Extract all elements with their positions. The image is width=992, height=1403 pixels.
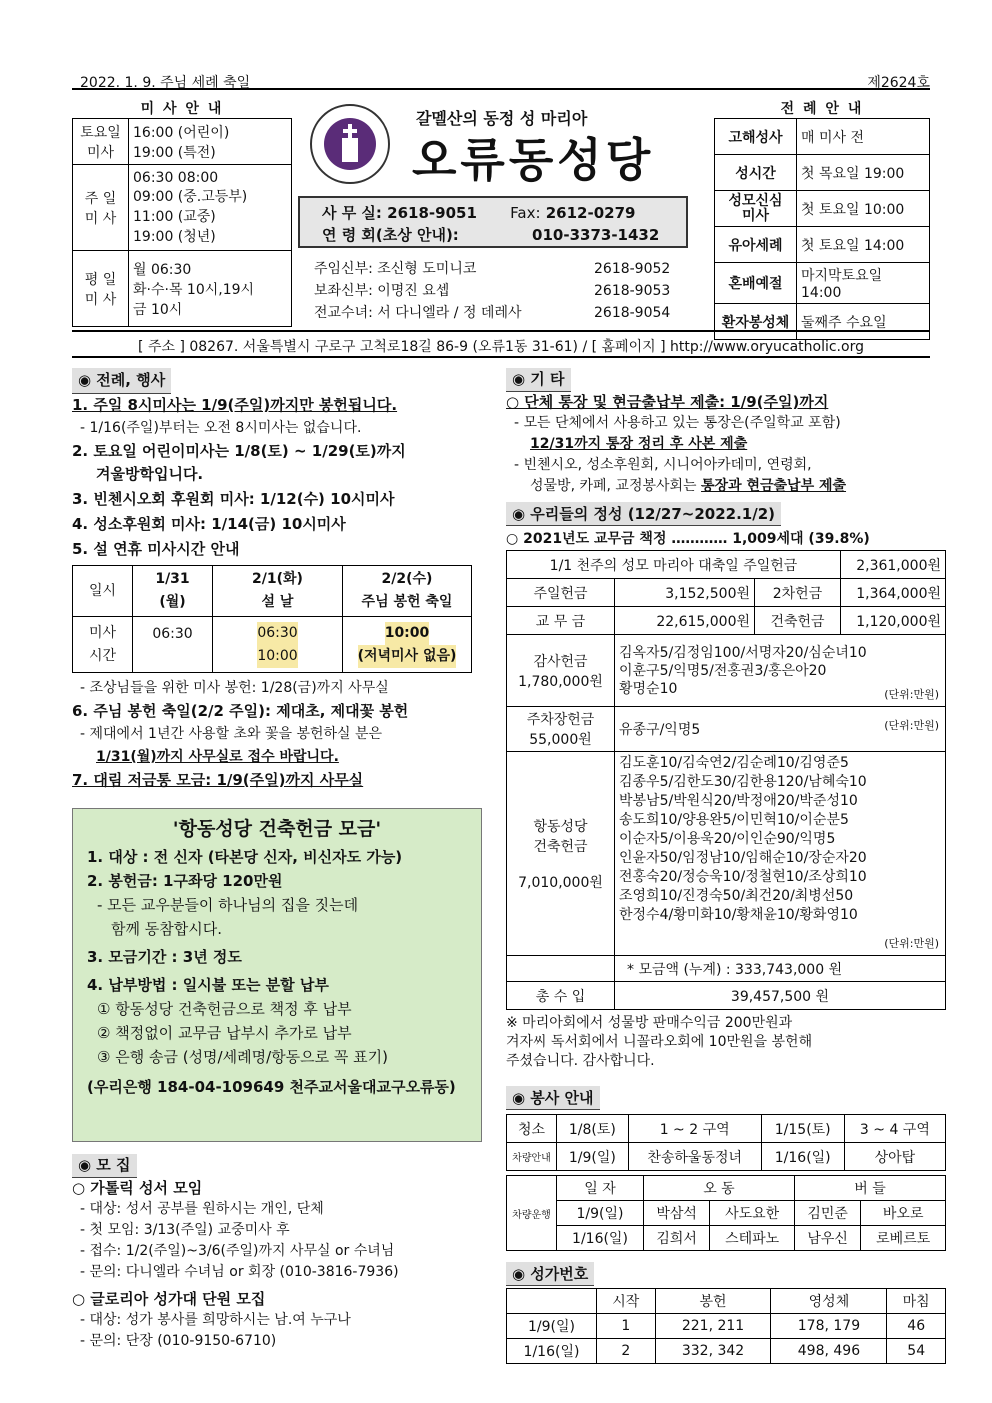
donor-list: 김옥자5/김정임100/서명자20/심순녀10 이훈구5/익명5/전홍권3/홍은아20 황명순10	[619, 644, 867, 697]
offering-amount: 1,120,000원	[841, 607, 946, 635]
events-title: ◉ 전례, 행사	[72, 368, 171, 394]
mass-time: 19:00 (특전)	[133, 144, 216, 161]
holiday-time: 10:00	[257, 645, 297, 668]
issue-number: 제2624호	[867, 75, 930, 91]
offering-label: 건축헌금	[755, 607, 841, 635]
holiday-time: 06:30	[257, 622, 297, 645]
service-cell: 상아탑	[844, 1143, 945, 1171]
offering-label: 총 수 입	[507, 982, 615, 1010]
service-title: ◉ 봉사 안내	[506, 1086, 600, 1110]
holiday-head: 일시	[73, 566, 133, 617]
holiday-label: 미사 시간	[73, 617, 133, 673]
mass-time: 금 10시	[133, 301, 183, 318]
event-item: 1. 주일 8시미사는 1/9(주일)까지만 봉헌됩니다.	[72, 396, 398, 414]
driver-head: 일 자	[557, 1176, 644, 1201]
recruit-item: ○ 가톨릭 성서 모임	[72, 1179, 203, 1197]
top-bar	[72, 72, 930, 90]
driver-head: 오 동	[643, 1176, 794, 1201]
building-sub: ② 책정없이 교무금 납부시 추가로 납부	[97, 1024, 352, 1042]
building-sub: ① 항동성당 건축헌금으로 책정 후 납부	[97, 1000, 352, 1018]
mass-schedule	[72, 98, 292, 327]
liturgy-value: 매 미사 전	[797, 119, 930, 155]
building-sub: - 모든 교우분들이 하나님의 집을 짓는데	[97, 896, 359, 914]
driver-cell: 박삼석	[643, 1201, 709, 1226]
mass-time: 09:00 (중.고등부)	[133, 188, 248, 205]
service-section	[506, 1086, 946, 1251]
holiday-head: 1/31 (월)	[133, 566, 213, 617]
hymn-section	[506, 1262, 946, 1364]
liturgy-value: 첫 목요일 19:00	[797, 155, 930, 191]
etc-title: ◉ 기 타	[506, 368, 571, 392]
offering-table	[506, 550, 946, 1010]
events-section	[72, 368, 492, 792]
unit-note: (단위:만원)	[884, 937, 939, 950]
total-income: 39,457,500 원	[615, 982, 946, 1010]
hymn-cell: 46	[887, 1314, 946, 1339]
offering-title: ◉ 우리들의 정성 (12/27~2022.1/2)	[506, 502, 781, 526]
mass-time: 화·수·목 10시,19시	[133, 281, 255, 298]
recruit-item: ○ 글로리아 성가대 단원 모집	[72, 1290, 266, 1308]
offering-amount: 1,364,000원	[841, 579, 946, 607]
issue-date: 2022. 1. 9. 주님 세례 축일	[80, 75, 251, 91]
recruit-sub: - 대상: 성가 봉사를 희망하시는 남.여 누구나	[80, 1312, 351, 1328]
offering-amount: 2,361,000원	[841, 551, 946, 579]
building-item: 1. 대상 : 전 신자 (타본당 신자, 비신자도 가능)	[87, 848, 403, 866]
unit-note: (단위:만원)	[884, 719, 939, 732]
sun-label: 주 일 미 사	[73, 165, 129, 251]
hymn-head: 봉헌	[655, 1289, 771, 1314]
building-title: '항동성당 건축헌금 모금'	[172, 818, 382, 840]
liturgy-key: 환자봉성체	[715, 304, 797, 340]
etc-section	[506, 368, 946, 497]
building-item: 4. 납부방법 : 일시불 또는 분할 납부	[87, 976, 329, 994]
staff-role: 주임신부: 조신형 도미니코	[314, 261, 477, 277]
staff-phone: 2618-9053	[594, 283, 671, 299]
hymn-cell: 2	[597, 1339, 656, 1364]
mass-time: 06:30 08:00	[133, 169, 219, 186]
holiday-head: 2/2(수) 주님 봉헌 축일	[343, 566, 472, 617]
parish-subtitle: 갈멜산의 동정 성 마리아	[416, 109, 588, 128]
building-item: 3. 모금기간 : 3년 정도	[87, 948, 242, 966]
liturgy-value: 둘째주 수요일	[797, 304, 930, 340]
union-label: 연 령 회(초상 안내):	[322, 226, 459, 244]
offering-sub: ○ 2021년도 교무금 책정 ………… 1,009세대 (39.8%)	[506, 531, 870, 547]
etc-sub: - 빈첸시오, 성소후원회, 시니어아카데미, 연령회,	[514, 457, 812, 473]
recruit-title: ◉ 모 집	[72, 1154, 137, 1178]
hymn-cell: 332, 342	[655, 1339, 771, 1364]
hymn-cell: 54	[887, 1339, 946, 1364]
service-cell: 3 ~ 4 구역	[844, 1115, 945, 1143]
service-cell: 1/15(토)	[761, 1115, 844, 1143]
liturgy-schedule	[714, 98, 930, 340]
event-sub: 1/31(월)까지 사무실로 접수 바랍니다.	[96, 749, 339, 765]
parish-logo	[310, 104, 390, 184]
recruit-sub: - 첫 모임: 3/13(주일) 교중미사 후	[80, 1222, 290, 1238]
offering-amount: 3,152,500원	[615, 579, 755, 607]
liturgy-title: 전 례 안 내	[780, 101, 864, 117]
staff-phone: 2618-9054	[594, 305, 671, 321]
office-label: 사 무 실:	[322, 204, 382, 222]
recruit-sub: - 문의: 다니엘라 수녀님 or 회장 (010-3816-7936)	[80, 1264, 399, 1280]
hymn-head: 영성체	[771, 1289, 887, 1314]
event-sub: - 제대에서 1년간 사용할 초와 꽃을 봉헌하실 분은	[80, 726, 383, 742]
driver-head: 버 들	[794, 1176, 945, 1201]
driver-cell: 로베르토	[861, 1226, 946, 1251]
address-bar: [ 주소 ] 08267. 서울특별시 구로구 고척로18길 86-9 (오류1동 31-61) / [ 홈페이지 ] http://www.oryucatholic.org	[72, 330, 930, 358]
etc-emphasis: 통장과 현금출납부 제출	[701, 478, 847, 494]
holiday-time: (저녁미사 없음)	[358, 645, 457, 668]
driver-cell: 바오로	[861, 1201, 946, 1226]
hymn-cell: 178, 179	[771, 1314, 887, 1339]
building-sub: 함께 동참합시다.	[111, 920, 222, 938]
offering-label: 2차헌금	[755, 579, 841, 607]
service-table	[506, 1114, 946, 1171]
office-contact-box	[298, 196, 688, 248]
holiday-time: 10:00	[385, 622, 430, 645]
offering-section	[506, 502, 946, 1071]
staff-role: 전교수녀: 서 다니엘라 / 정 데레사	[314, 305, 522, 321]
hymn-title: ◉ 성가번호	[506, 1262, 594, 1286]
liturgy-value: 첫 토요일 14:00	[797, 227, 930, 263]
staff-list	[314, 258, 670, 324]
driver-label: 차량운행	[507, 1176, 557, 1251]
hymn-cell: 1/9(일)	[507, 1314, 597, 1339]
service-cell: 1/8(토)	[557, 1115, 629, 1143]
driver-cell: 김희서	[643, 1226, 709, 1251]
holiday-table	[72, 565, 472, 673]
recruit-section	[72, 1154, 492, 1352]
event-item: 4. 성소후원회 미사: 1/14(금) 10시미사	[72, 515, 346, 533]
service-cell: 차량안내	[507, 1143, 557, 1171]
recruit-sub: - 접수: 1/2(주일)~3/6(주일)까지 사무실 or 수녀님	[80, 1243, 395, 1259]
building-sub: ③ 은행 송금 (성명/세례명/항동으로 꼭 표기)	[97, 1048, 388, 1066]
hymn-head: 시작	[597, 1289, 656, 1314]
staff-role: 보좌신부: 이명진 요셉	[314, 283, 450, 299]
event-item: 5. 설 연휴 미사시간 안내	[72, 540, 240, 558]
service-cell: 1/16(일)	[761, 1143, 844, 1171]
event-item: 7. 대림 저금통 모금: 1/9(주일)까지 사무실	[72, 771, 364, 789]
driver-cell: 스테파노	[710, 1226, 795, 1251]
driver-cell: 김민준	[794, 1201, 860, 1226]
recruit-sub: - 문의: 단장 (010-9150-6710)	[80, 1333, 277, 1349]
accumulated-total: * 모금액 (누계) : 333,743,000 원	[615, 956, 946, 982]
union-phone: 010-3373-1432	[532, 226, 660, 244]
hymn-table	[506, 1288, 946, 1364]
service-cell: 찬송하울동정녀	[628, 1143, 761, 1171]
bank-account: (우리은행 184-04-109649 천주교서울대교구오류동)	[87, 1078, 456, 1096]
event-item: 2. 토요일 어린이미사는 1/8(토) ~ 1/29(토)까지	[72, 442, 406, 460]
parish-name: 오류동성당	[412, 133, 655, 187]
driver-cell: 남우신	[794, 1226, 860, 1251]
liturgy-key: 고해성사	[715, 119, 797, 155]
hymn-cell: 221, 211	[655, 1314, 771, 1339]
offering-label: 교 무 금	[507, 607, 615, 635]
service-cell: 1 ~ 2 구역	[628, 1115, 761, 1143]
event-sub: - 1/16(주일)부터는 오전 8시미사는 없습니다.	[80, 420, 362, 436]
weekday-label: 평 일 미 사	[73, 251, 129, 327]
mass-time: 16:00 (어린이)	[133, 124, 230, 141]
etc-sub: 12/31까지 통장 정리 후 사본 제출	[530, 436, 748, 452]
event-sub: 겨울방학입니다.	[96, 465, 204, 483]
recruit-sub: - 대상: 성서 공부를 원하시는 개인, 단체	[80, 1201, 324, 1217]
offering-label: 주일헌금	[507, 579, 615, 607]
etc-sub: 성물방, 카페, 교정봉사회는	[530, 478, 697, 494]
office-phone: 2618-9051	[387, 204, 477, 222]
hymn-cell: 1	[597, 1314, 656, 1339]
fax-label: Fax:	[510, 204, 541, 222]
liturgy-value: 마지막토요일 14:00	[797, 263, 930, 304]
fax-number: 2612-0279	[545, 204, 636, 222]
hymn-cell: 1/16(일)	[507, 1339, 597, 1364]
driver-cell: 1/9(일)	[557, 1201, 644, 1226]
staff-phone: 2618-9052	[594, 261, 671, 277]
mass-title: 미 사 안 내	[140, 101, 224, 117]
liturgy-key: 성시간	[715, 155, 797, 191]
offering-label: 항동성당 건축헌금 7,010,000원	[507, 752, 615, 956]
offering-label: 1/1 천주의 성모 마리아 대축일 주일헌금	[507, 551, 841, 579]
holiday-time: 06:30	[133, 617, 213, 673]
mass-time: 11:00 (교중)	[133, 208, 216, 225]
building-item: 2. 봉헌금: 1구좌당 120만원	[87, 872, 283, 890]
unit-note: (단위:만원)	[884, 688, 939, 701]
driver-cell: 사도요한	[710, 1201, 795, 1226]
hymn-cell: 498, 496	[771, 1339, 887, 1364]
offering-amount: 22,615,000원	[615, 607, 755, 635]
offering-label: 감사헌금 1,780,000원	[507, 635, 615, 707]
liturgy-key: 성모신심 미사	[715, 191, 797, 227]
mass-time: 19:00 (청년)	[133, 228, 216, 245]
liturgy-value: 첫 토요일 10:00	[797, 191, 930, 227]
event-item: 6. 주님 봉헌 축일(2/2 주일): 제대초, 제대꽃 봉헌	[72, 702, 409, 720]
event-sub: - 조상님들을 위한 미사 봉헌: 1/28(금)까지 사무실	[80, 680, 389, 696]
service-cell: 1/9(일)	[557, 1143, 629, 1171]
driver-table	[506, 1175, 946, 1251]
offering-label: 주차장헌금 55,000원	[507, 707, 615, 752]
mass-time: 월 06:30	[133, 261, 192, 278]
liturgy-key: 유아세례	[715, 227, 797, 263]
event-item: 3. 빈첸시오회 후원회 미사: 1/12(수) 10시미사	[72, 490, 395, 508]
driver-cell: 1/16(일)	[557, 1226, 644, 1251]
etc-item: ○ 단체 통장 및 현금출납부 제출: 1/9(주일)까지	[506, 393, 829, 411]
parish-header	[292, 98, 710, 330]
service-cell: 청소	[507, 1115, 557, 1143]
liturgy-key: 혼배예절	[715, 263, 797, 304]
sat-label: 토요일 미사	[73, 119, 129, 165]
hymn-head: 마침	[887, 1289, 946, 1314]
building-fund-box	[72, 808, 482, 1142]
church-icon	[324, 118, 376, 170]
holiday-head: 2/1(화) 설 날	[213, 566, 343, 617]
donor-list: 유종구/익명5	[619, 722, 701, 738]
thanks-note: ※ 마리아회에서 성물방 판매수익금 200만원과 겨자씨 독서회에서 니꼴라오회에 10만원을 봉헌해 주셨습니다. 감사합니다.	[506, 1015, 813, 1069]
donor-list: 김도훈10/김숙연2/김순례10/김영준5 김종우5/김한도30/김한용120/남혜숙10 박봉남5/박원식20/박정애20/박준성10 송도희10/양용완5/이민혁10/이순분5 이순자5/이용욱20/이인순90/익명5 인윤자50/임정남10/임해순10/장순자20 전홍숙20/정승욱10/정철현10/조상희10 조영희10/진경숙50/최건20/최병선50 한정수4/황미화10/황채윤10/황화영10	[619, 755, 867, 923]
etc-sub: - 모든 단체에서 사용하고 있는 통장은(주일학교 포함)	[514, 415, 841, 431]
